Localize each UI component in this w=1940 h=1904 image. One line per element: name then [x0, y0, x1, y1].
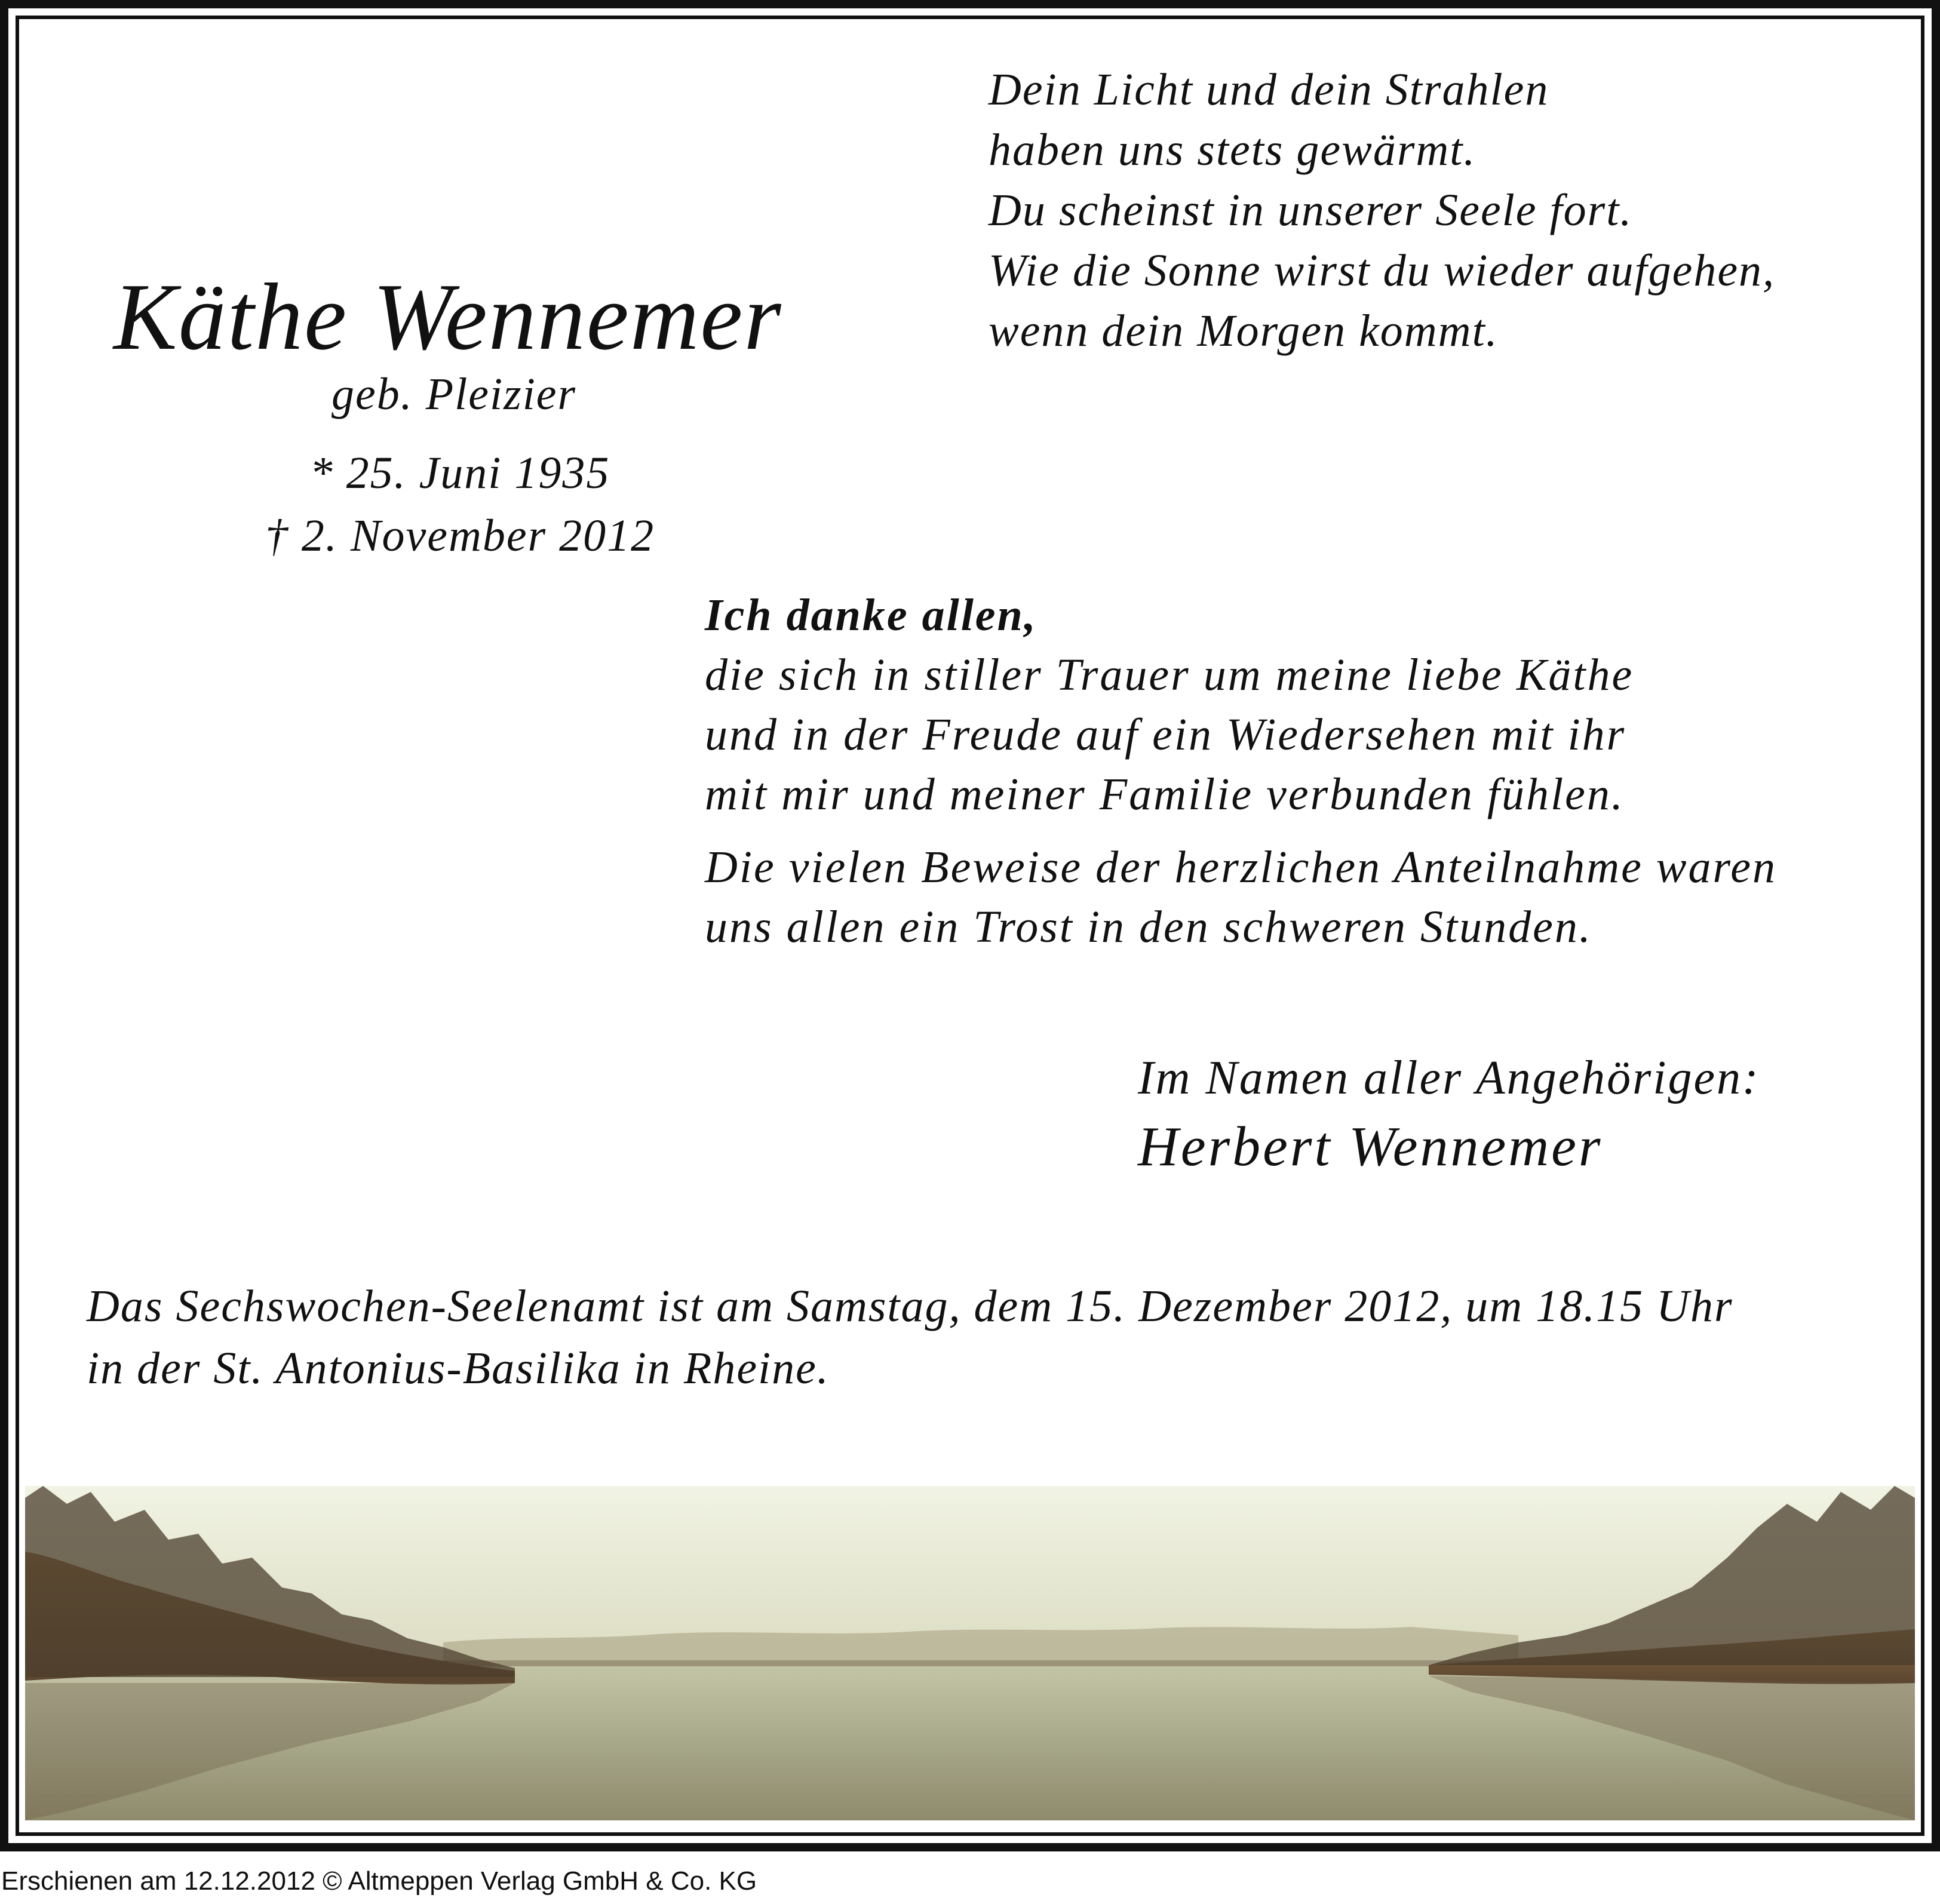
lake-landscape-photo — [25, 1486, 1915, 1820]
publication-footer: Erschienen am 12.12.2012 © Altmeppen Verlag GmbH & Co. KG — [1, 1866, 757, 1896]
thanks-line: und in der Freude auf ein Wiedersehen mit ihr — [705, 710, 1626, 760]
birth-date: * 25. Juni 1935 — [309, 448, 610, 498]
distant-shore — [443, 1660, 1518, 1666]
signature-name: Herbert Wennemer — [1138, 1116, 1603, 1178]
thanks-text — [705, 585, 1777, 957]
death-date: † 2. November 2012 — [265, 511, 655, 561]
poem-line: Dein Licht und dein Strahlen — [989, 65, 1549, 115]
mass-notice-line: in der St. Antonius-Basilika in Rheine. — [87, 1343, 830, 1393]
paragraph-gap — [705, 824, 1777, 837]
poem-line: haben uns stets gewärmt. — [989, 125, 1477, 175]
signature-intro: Im Namen aller Angehörigen: — [1138, 1052, 1760, 1104]
thanks-line: uns allen ein Trost in den schweren Stunden. — [705, 902, 1592, 952]
deceased-name: Käthe Wennemer — [113, 263, 782, 370]
poem — [989, 60, 1775, 361]
thanks-line: Die vielen Beweise der herzlichen Anteilnahme waren — [705, 842, 1777, 892]
poem-line: Wie die Sonne wirst du wieder aufgehen, — [989, 245, 1776, 296]
thanks-line: mit mir und meiner Familie verbunden fühlen. — [705, 769, 1625, 819]
mass-notice-line: Das Sechswochen-Seelenamt ist am Samstag, dem 15. Dezember 2012, um 18.15 Uhr — [87, 1281, 1733, 1331]
poem-line: wenn dein Morgen kommt. — [989, 306, 1499, 356]
mass-notice — [87, 1275, 1733, 1399]
maiden-name: geb. Pleizier — [331, 369, 577, 419]
poem-line: Du scheinst in unserer Seele fort. — [989, 185, 1633, 235]
thanks-heading: Ich danke allen, — [705, 590, 1037, 640]
thanks-line: die sich in stiller Trauer um meine liebe Käthe — [705, 650, 1634, 700]
